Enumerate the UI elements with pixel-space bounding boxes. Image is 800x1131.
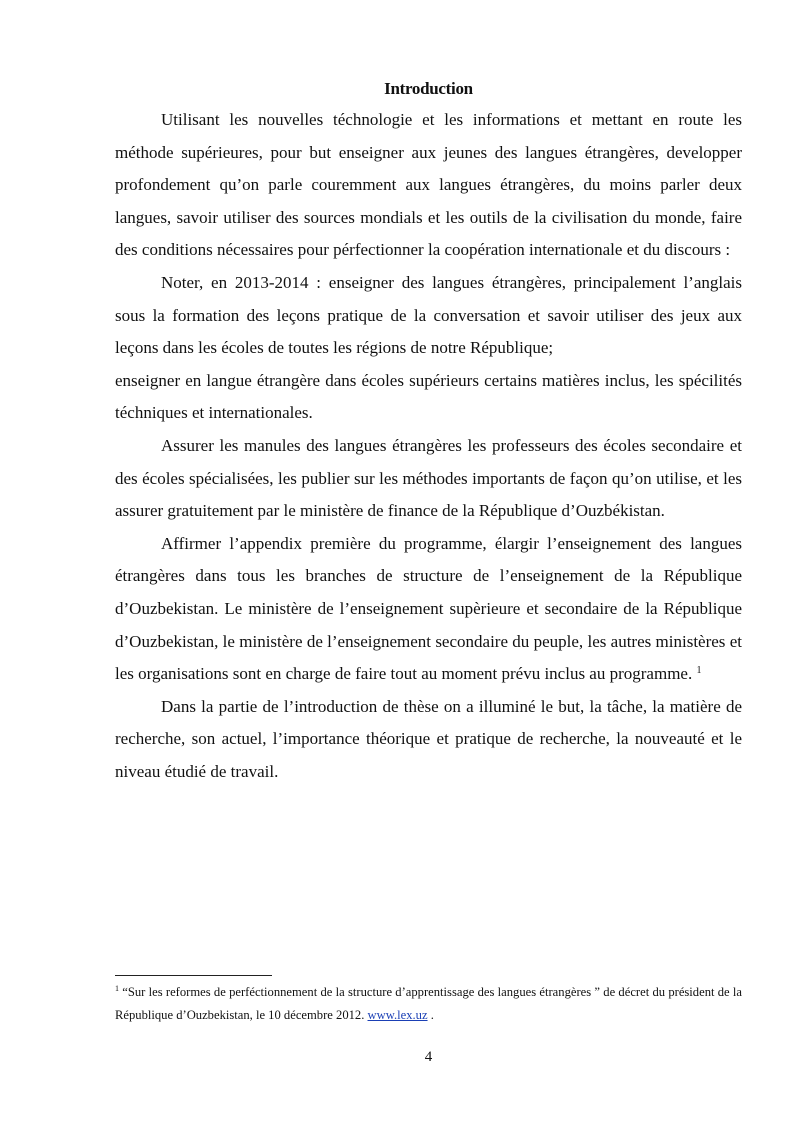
paragraph-6-text: Dans la partie de l’introduction de thèse on a illuminé le but, la tâche, la matière de recherche, son actuel, l’importance théorique et pratique de recherche, la nouveauté et le niveau étudié de travail. [115, 696, 742, 781]
paragraph-5-text: Affirmer l’appendix première du programme, élargir l’enseignement des langues étrangères dans tous les branches de structure de l’enseignement de la République d’Ouzbekistan. Le ministère de l’enseignement supèrieure et secondaire de la République d’Ouzbekistan, le ministère de l’enseignement secondaire du peuple, les autres ministères et les organisations sont en charge de faire tout au moment prévu inclus au programme. [115, 533, 742, 684]
paragraph-4-text: Assurer les manules des langues étrangères les professeurs des écoles secondaire et des écoles spécialisées, les publier sur les méthodes importants de façon qu’on utilise, et les assurer gratuitement par le ministère de finance de la République d’Ouzbékistan. [115, 435, 742, 521]
paragraph-6 [115, 691, 742, 789]
page-number: 4 [424, 1049, 433, 1065]
paragraph-4 [115, 430, 742, 528]
paragraph-3 [115, 365, 742, 430]
paragraph-1 [115, 104, 742, 267]
paragraph-5 [115, 528, 742, 691]
paragraph-3-text: enseigner en langue étrangère dans écoles supérieurs certains matières inclus, les spécilités téchniques et internationales. [115, 370, 742, 423]
page-title: Introduction [384, 79, 473, 98]
footnote-reference[interactable]: 1 [696, 665, 702, 677]
footnote-text: “Sur les reformes de perféctionnement de la structure d’apprentissage des langues étrangères ” de décret du président de la République d’Ouzbekistan, le 10 décembre 2012. [115, 985, 743, 1022]
footnote-trailing: . [430, 1008, 434, 1022]
paragraph-2-text: Noter, en 2013-2014 : enseigner des langues étrangères, principalement l’anglais sous la formation des leçons pratique de la conversation et savoir utiliser des jeux aux leçons dans les écoles de toutes les régions de notre République; [115, 272, 742, 358]
footnote-separator [115, 975, 272, 976]
paragraph-2 [115, 267, 742, 365]
footnote-link[interactable]: www.lex.uz [367, 1008, 428, 1022]
footnote-number: 1 [115, 984, 119, 993]
body-text [115, 104, 742, 788]
paragraph-1-text: Utilisant les nouvelles téchnologie et les informations et mettant en route les méthode supérieures, pour but enseigner aux jeunes des langues étrangères, developper profondement qu’on parle couremment aux langues étrangères, du moins parler deux langues, savoir utiliser des sources mondials et les outils de la civilisation du monde, faire des conditions nécessaires pour pérfectionner la coopération internationale et du discours : [115, 110, 742, 260]
footnote [115, 981, 742, 1027]
